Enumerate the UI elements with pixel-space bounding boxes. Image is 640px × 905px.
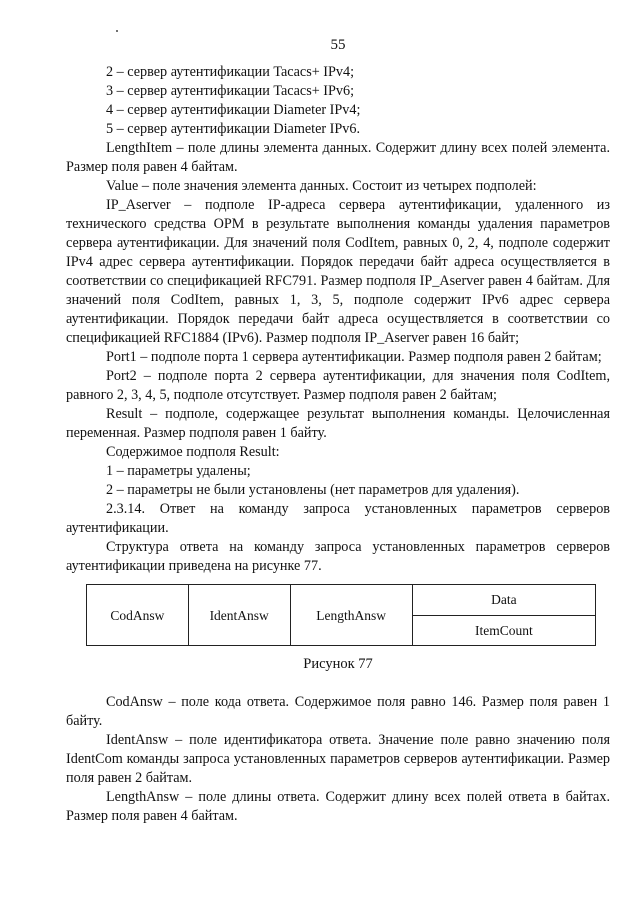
list-item: 1 – параметры удалены; xyxy=(106,463,251,479)
body-text-top xyxy=(66,63,610,576)
page-number: 55 xyxy=(330,37,346,53)
paragraph-identansw: IdentAnsw – поле идентификатора ответа. Значение поле равно значению поля IdentCom команды запроса установленных параметров серверов аутентификации. Размер поля равен 2 байтам. xyxy=(66,732,610,786)
paragraph-codansw: CodAnsw – поле кода ответа. Содержимое поля равно 146. Размер поля равен 1 байту. xyxy=(66,694,610,729)
list-item: 2 – параметры не были установлены (нет параметров для удаления). xyxy=(106,482,520,498)
figure-77 xyxy=(86,584,596,646)
section-heading: 2.3.14. Ответ на команду запроса установленных параметров серверов аутентификации. xyxy=(66,501,610,536)
paragraph-port1: Port1 – подполе порта 1 сервера аутентификации. Размер подполя равен 2 байтам; xyxy=(106,349,602,365)
list-item: 3 – сервер аутентификации Tacacs+ IPv6; xyxy=(106,83,355,99)
cell-codansw: CodAnsw xyxy=(87,585,189,646)
cell-lengthansw: LengthAnsw xyxy=(290,585,412,646)
paragraph-result-contents: Содержимое подполя Result: xyxy=(106,444,280,460)
packet-structure-table xyxy=(86,584,596,646)
list-item: 4 – сервер аутентификации Diameter IPv4; xyxy=(106,102,361,118)
cell-identansw: IdentAnsw xyxy=(188,585,290,646)
list-item: 5 – сервер аутентификации Diameter IPv6. xyxy=(106,121,361,137)
paragraph-port2: Port2 – подполе порта 2 сервера аутентификации, для значения поля CodItem, равного 2, 3, 4, 5, подполе отсутствует. Размер подполя равен 2 байтам; xyxy=(66,368,610,403)
figure-caption: Рисунок 77 xyxy=(303,656,373,672)
paragraph-ip-aserver: IP_Aserver – подполе IP-адреса сервера аутентификации, удаленного из технического средства ОРМ в результате выполнения команды удаления параметров сервера аутентификации. Для значений поля CodItem, равных 0, 2, 4, подполе содержит IPv4 адрес сервера аутентификации. Порядок передачи байт адреса осуществляется в соответствии со спецификацией RFC791. Размер подполя IP_Aserver равен 4 байтам. Для значений поля CodItem, равных 1, 3, 5, подполе содержит IPv6 адрес сервера аутентификации. Порядок передачи байт адреса осуществляется в соответствии со спецификацией RFC1884 (IPv6). Размер подполя IP_Aserver равен 16 байт; xyxy=(66,197,610,346)
paragraph-lengthitem: LengthItem – поле длины элемента данных. Содержит длину всех полей элемента. Размер поля равен 4 байтам. xyxy=(66,140,610,175)
paragraph-structure: Структура ответа на команду запроса установленных параметров серверов аутентификации приведена на рисунке 77. xyxy=(66,539,610,574)
list-item: 2 – сервер аутентификации Tacacs+ IPv4; xyxy=(106,64,355,80)
paragraph-result: Result – подполе, содержащее результат выполнения команды. Целочисленная переменная. Размер подполя равен 1 байту. xyxy=(66,406,610,441)
paragraph-value: Value – поле значения элемента данных. Состоит из четырех подполей: xyxy=(106,178,537,194)
scan-speck xyxy=(116,30,118,32)
paragraph-lengthansw: LengthAnsw – поле длины ответа. Содержит длину всех полей ответа в байтах. Размер поля равен 4 байтам. xyxy=(66,789,610,824)
cell-itemcount: ItemCount xyxy=(412,615,595,646)
body-text-bottom xyxy=(66,693,610,826)
cell-data: Data xyxy=(412,585,595,616)
